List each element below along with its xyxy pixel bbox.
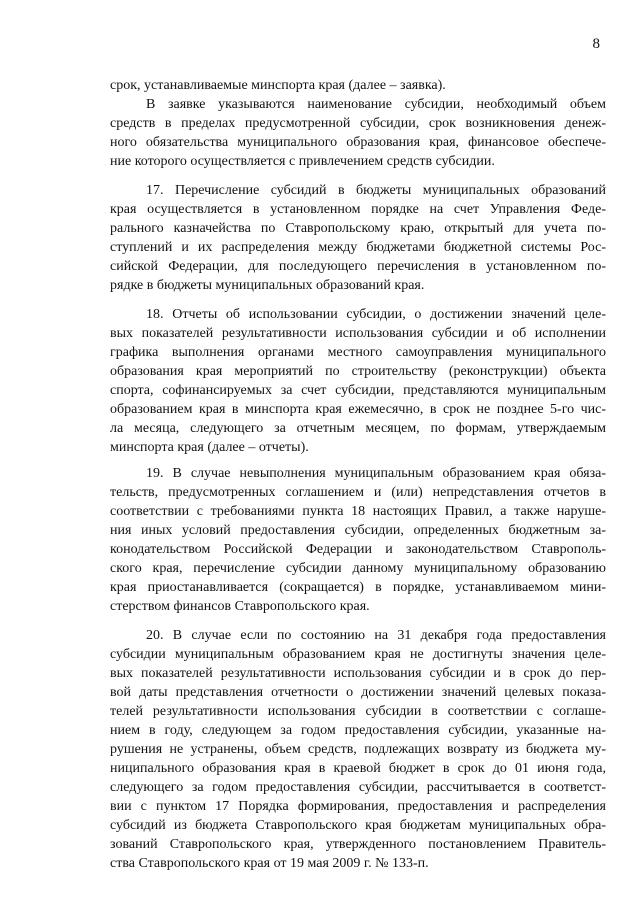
page-number: 8 bbox=[592, 36, 600, 52]
paragraph-17 bbox=[110, 181, 606, 295]
text-line: ства Ставропольского края от 19 мая 2009 г. № 133-п. bbox=[110, 856, 429, 871]
text-line: средств в пределах предусмотренной субсидии, срок возникновения денеж- bbox=[110, 116, 606, 131]
text-line: вых показателей результативности использования субсидии и в срок до пер- bbox=[110, 666, 606, 681]
text-line: ного обязательства муниципального образования края, финансовое обеспече- bbox=[110, 135, 606, 150]
text-line: нием в году, следующем за годом предоставления субсидии, указанные на- bbox=[110, 723, 606, 738]
text-line: края осуществляется в установленном порядке на счет Управления Феде- bbox=[110, 202, 606, 217]
text-line: стерством финансов Ставропольского края. bbox=[110, 599, 370, 614]
text-line: ского края, перечисление субсидии данному муниципальному образованию bbox=[110, 561, 606, 576]
paragraph-intro bbox=[110, 76, 606, 171]
text-line: вых показателей результативности использования субсидии и об исполнении bbox=[110, 326, 606, 341]
text-line: сийской Федерации, для последующего перечисления в установленном по- bbox=[110, 259, 606, 274]
text-line: срок, устанавливаемые минспорта края (далее – заявка). bbox=[110, 78, 446, 93]
text-line: образования края мероприятий по строительству (реконструкции) объекта bbox=[110, 364, 606, 379]
text-line: графика выполнения органами местного самоуправления муниципального bbox=[110, 345, 606, 360]
paragraph-19 bbox=[110, 464, 606, 616]
text-line: ла месяца, следующего за отчетным месяцем, по формам, утверждаемым bbox=[110, 421, 606, 436]
text-line: телей результативности использования субсидии в соответствии с соглаше- bbox=[110, 704, 606, 719]
text-line: рушения не устранены, объем средств, подлежащих возврату из бюджета му- bbox=[110, 742, 606, 757]
text-line: спорта, софинансируемых за счет субсидии, представляются муниципальным bbox=[110, 383, 606, 398]
text-line: ния иных условий предоставления субсидии, определенных бюджетным за- bbox=[110, 523, 606, 538]
text-line: рядке в бюджеты муниципальных образований края. bbox=[110, 278, 425, 293]
text-line: субсидии муниципальным образованием края не достигнуты значения целе- bbox=[110, 647, 606, 662]
paragraph-20 bbox=[110, 626, 606, 873]
text-line: В заявке указываются наименование субсидии, необходимый объем bbox=[146, 97, 606, 112]
text-line: ступлений и их распределения между бюджетами бюджетной системы Рос- bbox=[110, 240, 606, 255]
text-line: 18. Отчеты об использовании субсидии, о достижении значений целе- bbox=[146, 307, 606, 322]
text-line: рального казначейства по Ставропольскому краю, открытый для учета по- bbox=[110, 221, 606, 236]
text-line: тельств, предусмотренных соглашением и (или) непредставления отчетов в bbox=[110, 485, 606, 500]
text-line: 17. Перечисление субсидий в бюджеты муниципальных образований bbox=[146, 183, 606, 198]
text-line: зований Ставропольского края, утвержденного постановлением Правитель- bbox=[110, 837, 606, 852]
text-line: вой даты представления отчетности о достижении значений целевых показа- bbox=[110, 685, 606, 700]
text-line: минспорта края (далее – отчеты). bbox=[110, 440, 309, 455]
text-line: образованием края в минспорта края ежемесячно, в срок не позднее 5-го чис- bbox=[110, 402, 606, 417]
text-line: ниципального образования края в краевой бюджет в срок до 01 июня года, bbox=[110, 761, 606, 776]
text-line: субсидий из бюджета Ставропольского края бюджетам муниципальных обра- bbox=[110, 818, 606, 833]
paragraph-18 bbox=[110, 305, 606, 457]
text-line: конодательством Российской Федерации и законодательством Ставрополь- bbox=[110, 542, 606, 557]
text-line: вии с пунктом 17 Порядка формирования, предоставления и распределения bbox=[110, 799, 606, 814]
text-line: соответствии с требованиями пункта 18 настоящих Правил, а также наруше- bbox=[110, 504, 606, 519]
text-line: следующего за годом предоставления субсидии, рассчитывается в соответст- bbox=[110, 780, 606, 795]
text-line: ние которого осуществляется с привлечением средств субсидии. bbox=[110, 154, 495, 169]
text-line: 20. В случае если по состоянию на 31 декабря года предоставления bbox=[146, 628, 606, 643]
text-line: 19. В случае невыполнения муниципальным образованием края обяза- bbox=[146, 466, 606, 481]
text-line: края приостанавливается (сокращается) в порядке, устанавливаемом мини- bbox=[110, 580, 606, 595]
